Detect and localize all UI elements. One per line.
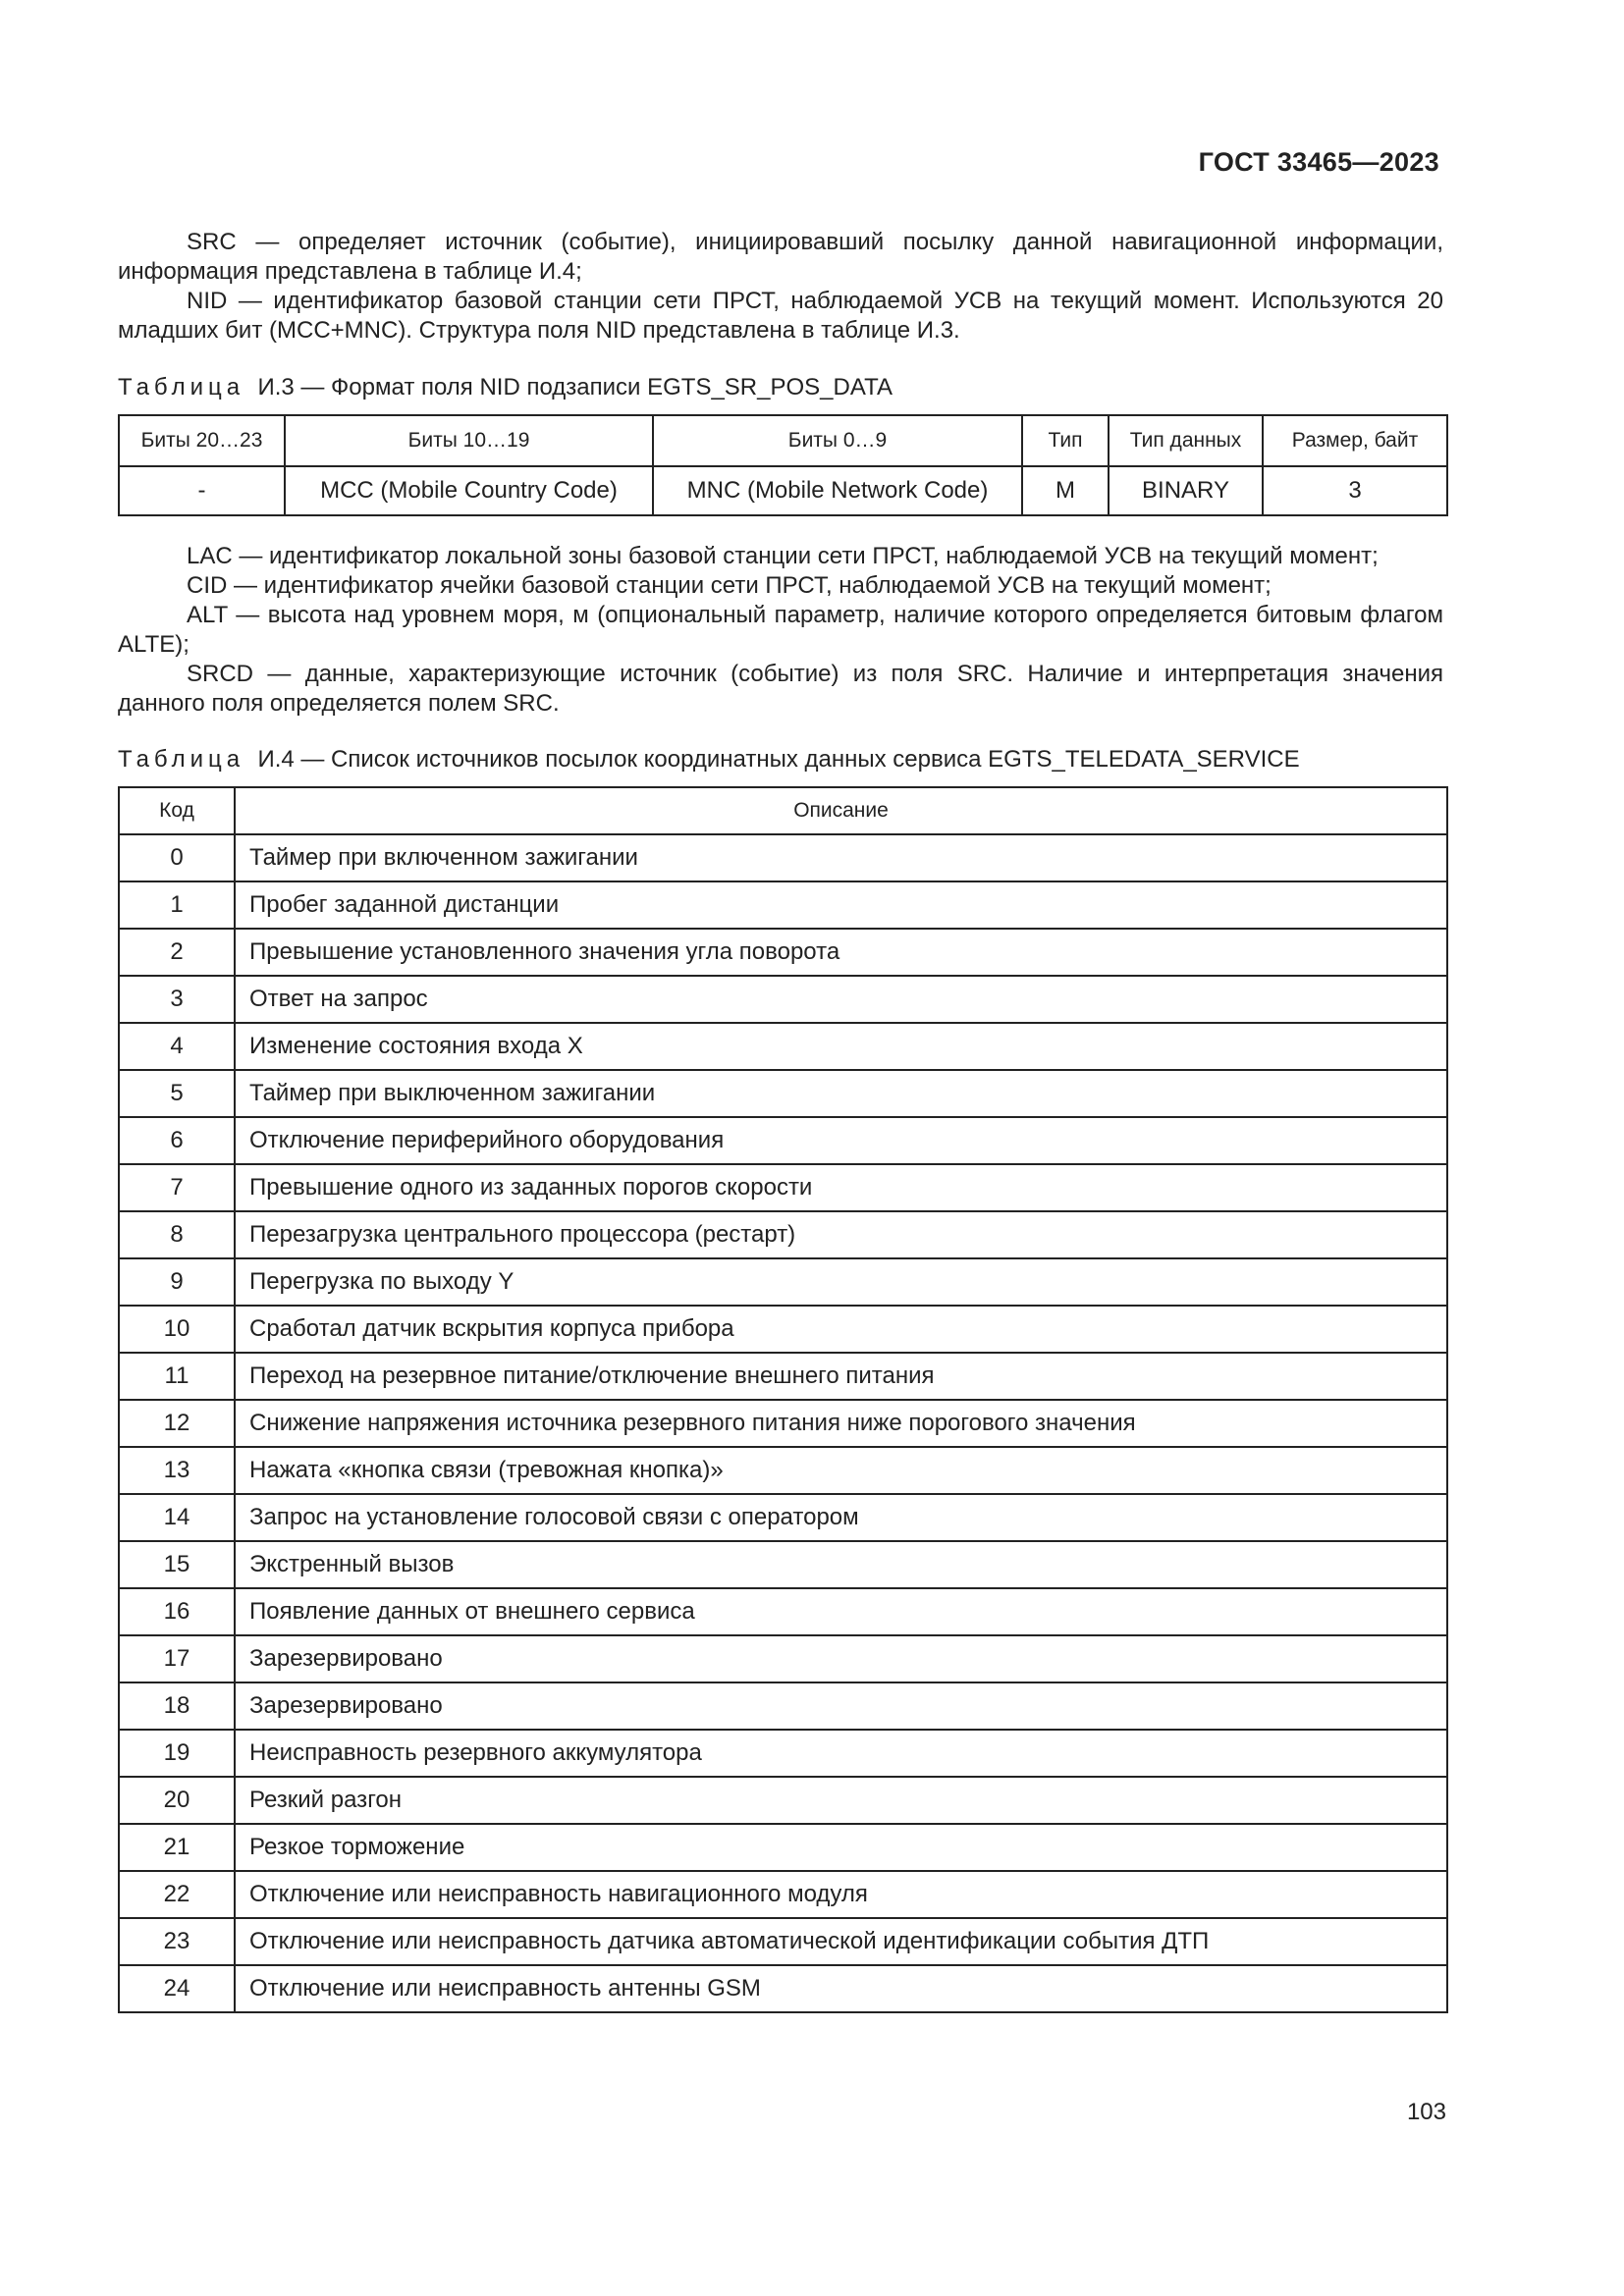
table-row xyxy=(119,1164,1447,1211)
paragraph-alt xyxy=(118,601,1443,660)
paragraph-nid xyxy=(118,287,1443,346)
table4-description-cell: Изменение состояния входа X xyxy=(235,1023,1447,1070)
table4-code-cell: 9 xyxy=(119,1258,235,1306)
table4-description-cell: Ответ на запрос xyxy=(235,976,1447,1023)
table3 xyxy=(118,414,1448,516)
table4-description-cell: Зарезервировано xyxy=(235,1682,1447,1730)
table3-caption-label: Таблица xyxy=(118,374,245,400)
table4-code-cell: 3 xyxy=(119,976,235,1023)
table4-code-cell: 20 xyxy=(119,1777,235,1824)
table4-description-cell: Резкий разгон xyxy=(235,1777,1447,1824)
table4-code-cell: 19 xyxy=(119,1730,235,1777)
table4-code-cell: 18 xyxy=(119,1682,235,1730)
table4-code-cell: 21 xyxy=(119,1824,235,1871)
table4-description-cell: Снижение напряжения источника резервного питания ниже порогового значения xyxy=(235,1400,1447,1447)
paragraph-lac xyxy=(118,542,1443,571)
paragraph-src-text: SRC — определяет источник (событие), инициировавший посылку данной навигационной информации, информация представлена в таблице И.4; xyxy=(118,229,1443,285)
table-row xyxy=(119,1871,1447,1918)
table4-code-cell: 6 xyxy=(119,1117,235,1164)
table3-header-cell: Биты 0…9 xyxy=(653,415,1022,466)
table4-description-cell: Отключение или неисправность датчика автоматической идентификации события ДТП xyxy=(235,1918,1447,1965)
table4-code-cell: 7 xyxy=(119,1164,235,1211)
table4-description-cell: Резкое торможение xyxy=(235,1824,1447,1871)
table4-code-cell: 13 xyxy=(119,1447,235,1494)
table-row xyxy=(119,1918,1447,1965)
paragraph-cid-text: CID — идентификатор ячейки базовой станции сети ПРСТ, наблюдаемой УСВ на текущий момент; xyxy=(187,572,1272,599)
table4-code-cell: 10 xyxy=(119,1306,235,1353)
table-row xyxy=(119,1635,1447,1682)
table4-header-code: Код xyxy=(119,787,235,834)
table4-code-cell: 4 xyxy=(119,1023,235,1070)
paragraph-cid xyxy=(118,571,1443,601)
table-row xyxy=(119,1541,1447,1588)
paragraph-lac-text: LAC — идентификатор локальной зоны базовой станции сети ПРСТ, наблюдаемой УСВ на текущий момент; xyxy=(187,543,1379,569)
table3-cell: 3 xyxy=(1263,466,1447,515)
table3-header-cell: Биты 20…23 xyxy=(119,415,285,466)
table4-description-cell: Нажата «кнопка связи (тревожная кнопка)» xyxy=(235,1447,1447,1494)
table4-description-cell: Зарезервировано xyxy=(235,1635,1447,1682)
table4-caption-label: Таблица xyxy=(118,746,245,773)
table4-code-cell: 22 xyxy=(119,1871,235,1918)
table-row xyxy=(119,1400,1447,1447)
table-row xyxy=(119,1682,1447,1730)
table4-description-cell: Превышение установленного значения угла поворота xyxy=(235,929,1447,976)
paragraph-nid-text: NID — идентификатор базовой станции сети ПРСТ, наблюдаемой УСВ на текущий момент. Используются 20 младших бит (MCC+MNC). Структура поля NID представлена в таблице И.3. xyxy=(118,288,1443,344)
table4-code-cell: 12 xyxy=(119,1400,235,1447)
table-row xyxy=(119,1965,1447,2012)
table3-cell: BINARY xyxy=(1109,466,1263,515)
table4-caption-text: И.4 — Список источников посылок координатных данных сервиса EGTS_TELEDATA_SERVICE xyxy=(257,746,1300,773)
paragraph-alt-text: ALT — высота над уровнем моря, м (опциональный параметр, наличие которого определяется битовым флагом ALTE); xyxy=(118,602,1443,658)
table3-cell: MNC (Mobile Network Code) xyxy=(653,466,1022,515)
table4-description-cell: Перезагрузка центрального процессора (рестарт) xyxy=(235,1211,1447,1258)
table-row xyxy=(119,881,1447,929)
table-row xyxy=(119,1070,1447,1117)
table4-caption xyxy=(118,745,1300,774)
table4-description-cell: Запрос на установление голосовой связи с оператором xyxy=(235,1494,1447,1541)
table3-cell: MCC (Mobile Country Code) xyxy=(285,466,653,515)
table4-header-row xyxy=(119,787,1447,834)
table3-cell: M xyxy=(1022,466,1109,515)
table3-caption xyxy=(118,373,893,402)
table4-code-cell: 2 xyxy=(119,929,235,976)
table3-cell: - xyxy=(119,466,285,515)
table-row xyxy=(119,976,1447,1023)
page-number: 103 xyxy=(1406,2099,1446,2125)
paragraph-srcd xyxy=(118,660,1443,719)
table4-description-cell: Превышение одного из заданных порогов скорости xyxy=(235,1164,1447,1211)
table-row xyxy=(119,1306,1447,1353)
table4-code-cell: 17 xyxy=(119,1635,235,1682)
paragraph-srcd-text: SRCD — данные, характеризующие источник (событие) из поля SRC. Наличие и интерпретация значения данного поля определяется полем SRC. xyxy=(118,661,1443,717)
table4-code-cell: 14 xyxy=(119,1494,235,1541)
table4-description-cell: Отключение или неисправность антенны GSM xyxy=(235,1965,1447,2012)
table4-description-cell: Таймер при выключенном зажигании xyxy=(235,1070,1447,1117)
table-row xyxy=(119,1824,1447,1871)
table-row xyxy=(119,1777,1447,1824)
table3-header-cell: Размер, байт xyxy=(1263,415,1447,466)
table3-header-cell: Биты 10…19 xyxy=(285,415,653,466)
table4-description-cell: Переход на резервное питание/отключение внешнего питания xyxy=(235,1353,1447,1400)
table4-code-cell: 24 xyxy=(119,1965,235,2012)
table3-caption-text: И.3 — Формат поля NID подзаписи EGTS_SR_POS_DATA xyxy=(257,374,893,400)
paragraph-src xyxy=(118,228,1443,287)
table4-description-cell: Неисправность резервного аккумулятора xyxy=(235,1730,1447,1777)
table3-header-cell: Тип xyxy=(1022,415,1109,466)
table4-code-cell: 1 xyxy=(119,881,235,929)
table4-description-cell: Отключение периферийного оборудования xyxy=(235,1117,1447,1164)
table4-description-cell: Отключение или неисправность навигационного модуля xyxy=(235,1871,1447,1918)
table-row xyxy=(119,1258,1447,1306)
table4-code-cell: 23 xyxy=(119,1918,235,1965)
table4-code-cell: 0 xyxy=(119,834,235,881)
table-row xyxy=(119,1211,1447,1258)
table4-header-description: Описание xyxy=(235,787,1447,834)
table4-description-cell: Таймер при включенном зажигании xyxy=(235,834,1447,881)
table3-header-cell: Тип данных xyxy=(1109,415,1263,466)
table4-description-cell: Экстренный вызов xyxy=(235,1541,1447,1588)
table3-header-row xyxy=(119,415,1447,466)
table4-code-cell: 8 xyxy=(119,1211,235,1258)
table-row xyxy=(119,834,1447,881)
table3-row xyxy=(119,466,1447,515)
table-row xyxy=(119,1588,1447,1635)
table-row xyxy=(119,1353,1447,1400)
table-row xyxy=(119,1117,1447,1164)
table4-description-cell: Пробег заданной дистанции xyxy=(235,881,1447,929)
standard-header: ГОСТ 33465—2023 xyxy=(1198,147,1439,177)
table4-code-cell: 15 xyxy=(119,1541,235,1588)
table-row xyxy=(119,1730,1447,1777)
table-row xyxy=(119,1447,1447,1494)
table-row xyxy=(119,1494,1447,1541)
table4-code-cell: 11 xyxy=(119,1353,235,1400)
table4-description-cell: Появление данных от внешнего сервиса xyxy=(235,1588,1447,1635)
table4-code-cell: 16 xyxy=(119,1588,235,1635)
table-row xyxy=(119,929,1447,976)
table-row xyxy=(119,1023,1447,1070)
table4 xyxy=(118,786,1448,2013)
table4-body xyxy=(119,834,1447,2012)
table4-code-cell: 5 xyxy=(119,1070,235,1117)
table4-description-cell: Сработал датчик вскрытия корпуса прибора xyxy=(235,1306,1447,1353)
table4-description-cell: Перегрузка по выходу Y xyxy=(235,1258,1447,1306)
